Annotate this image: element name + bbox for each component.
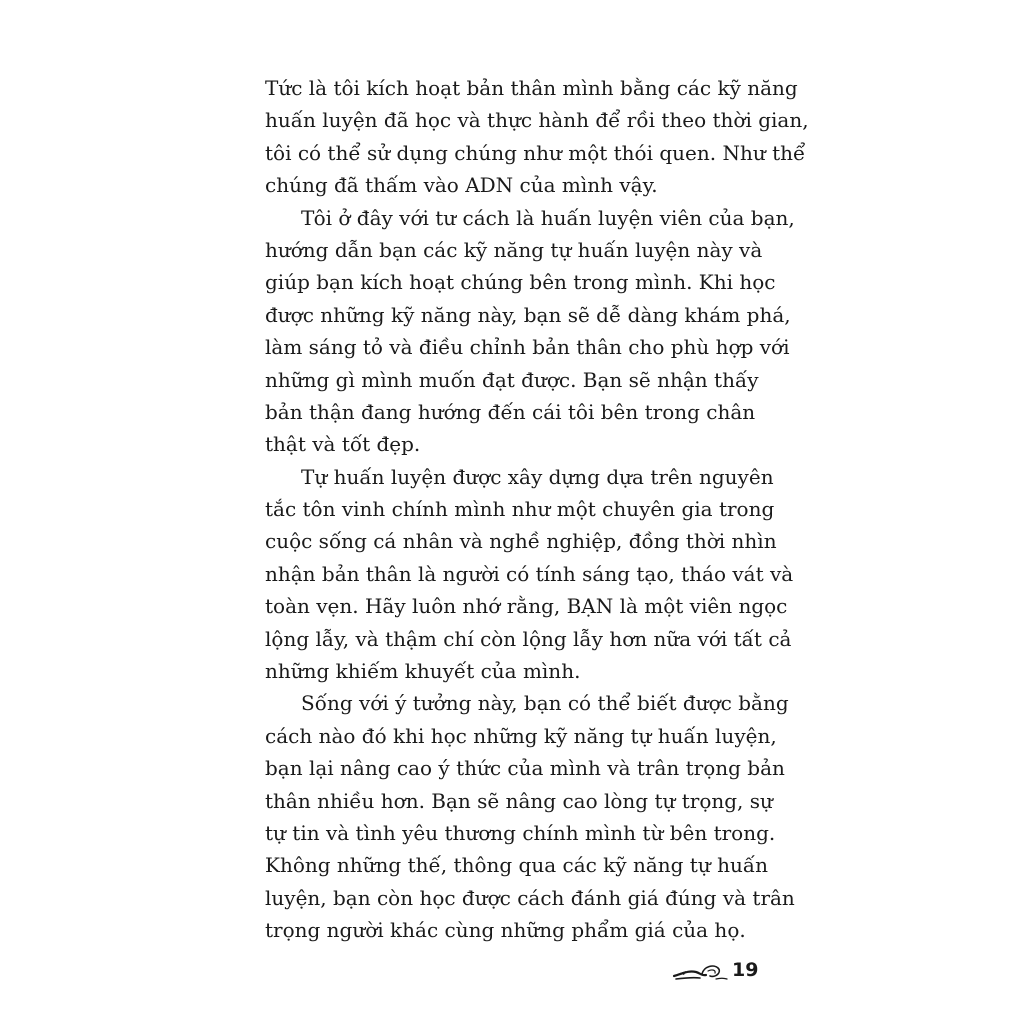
- text-line: lộng lẫy, và thậm chí còn lộng lẫy hơn nữa với tất cả: [265, 626, 792, 651]
- text-line: bạn lại nâng cao ý thức của mình và trân trọng bản: [265, 756, 785, 781]
- text-line: những khiếm khuyết của mình.: [265, 659, 581, 684]
- text-line: luyện, bạn còn học được cách đánh giá đúng và trân: [265, 885, 795, 910]
- text-line: tự tin và tình yêu thương chính mình từ bên trong.: [265, 820, 776, 845]
- text-line: chúng đã thấm vào ADN của mình vậy.: [265, 173, 658, 198]
- body-text: [265, 72, 809, 947]
- text-line: cách nào đó khi học những kỹ năng tự huấn luyện,: [265, 723, 777, 748]
- text-line: được những kỹ năng này, bạn sẽ dễ dàng khám phá,: [265, 302, 791, 327]
- text-line: hướng dẫn bạn các kỹ năng tự huấn luyện này và: [265, 237, 763, 262]
- text-line: làm sáng tỏ và điều chỉnh bản thân cho phù hợp với: [265, 335, 790, 360]
- text-line: Tôi ở đây với tư cách là huấn luyện viên của bạn,: [301, 205, 795, 230]
- text-line: tôi có thể sử dụng chúng như một thói quen. Như thể: [265, 140, 806, 165]
- text-line: toàn vẹn. Hãy luôn nhớ rằng, BẠN là một viên ngọc: [265, 594, 788, 619]
- text-line: những gì mình muốn đạt được. Bạn sẽ nhận thấy: [265, 367, 759, 392]
- page-footer: [672, 958, 759, 988]
- text-line: trọng người khác cùng những phẩm giá của họ.: [265, 918, 746, 943]
- text-line: giúp bạn kích hoạt chúng bên trong mình. Khi học: [265, 270, 776, 295]
- text-line: Sống với ý tưởng này, bạn có thể biết được bằng: [301, 691, 789, 716]
- decorative-flourish-icon: [672, 960, 728, 984]
- text-line: thật và tốt đẹp.: [265, 432, 421, 457]
- text-line: Tự huấn luyện được xây dựng dựa trên nguyên: [301, 464, 774, 489]
- text-line: tắc tôn vinh chính mình như một chuyên gia trong: [265, 497, 775, 522]
- text-line: thân nhiều hơn. Bạn sẽ nâng cao lòng tự trọng, sự: [265, 788, 773, 813]
- text-line: Tức là tôi kích hoạt bản thân mình bằng các kỹ năng: [265, 76, 798, 100]
- text-line: bản thận đang hướng đến cái tôi bên trong chân: [265, 399, 756, 424]
- text-line: nhận bản thân là người có tính sáng tạo, tháo vát và: [265, 561, 794, 586]
- text-line: Không những thế, thông qua các kỹ năng tự huấn: [265, 853, 768, 878]
- text-line: cuộc sống cá nhân và nghề nghiệp, đồng thời nhìn: [265, 529, 777, 554]
- text-line: huấn luyện đã học và thực hành để rồi theo thời gian,: [265, 108, 809, 133]
- page-number: 19: [732, 959, 759, 981]
